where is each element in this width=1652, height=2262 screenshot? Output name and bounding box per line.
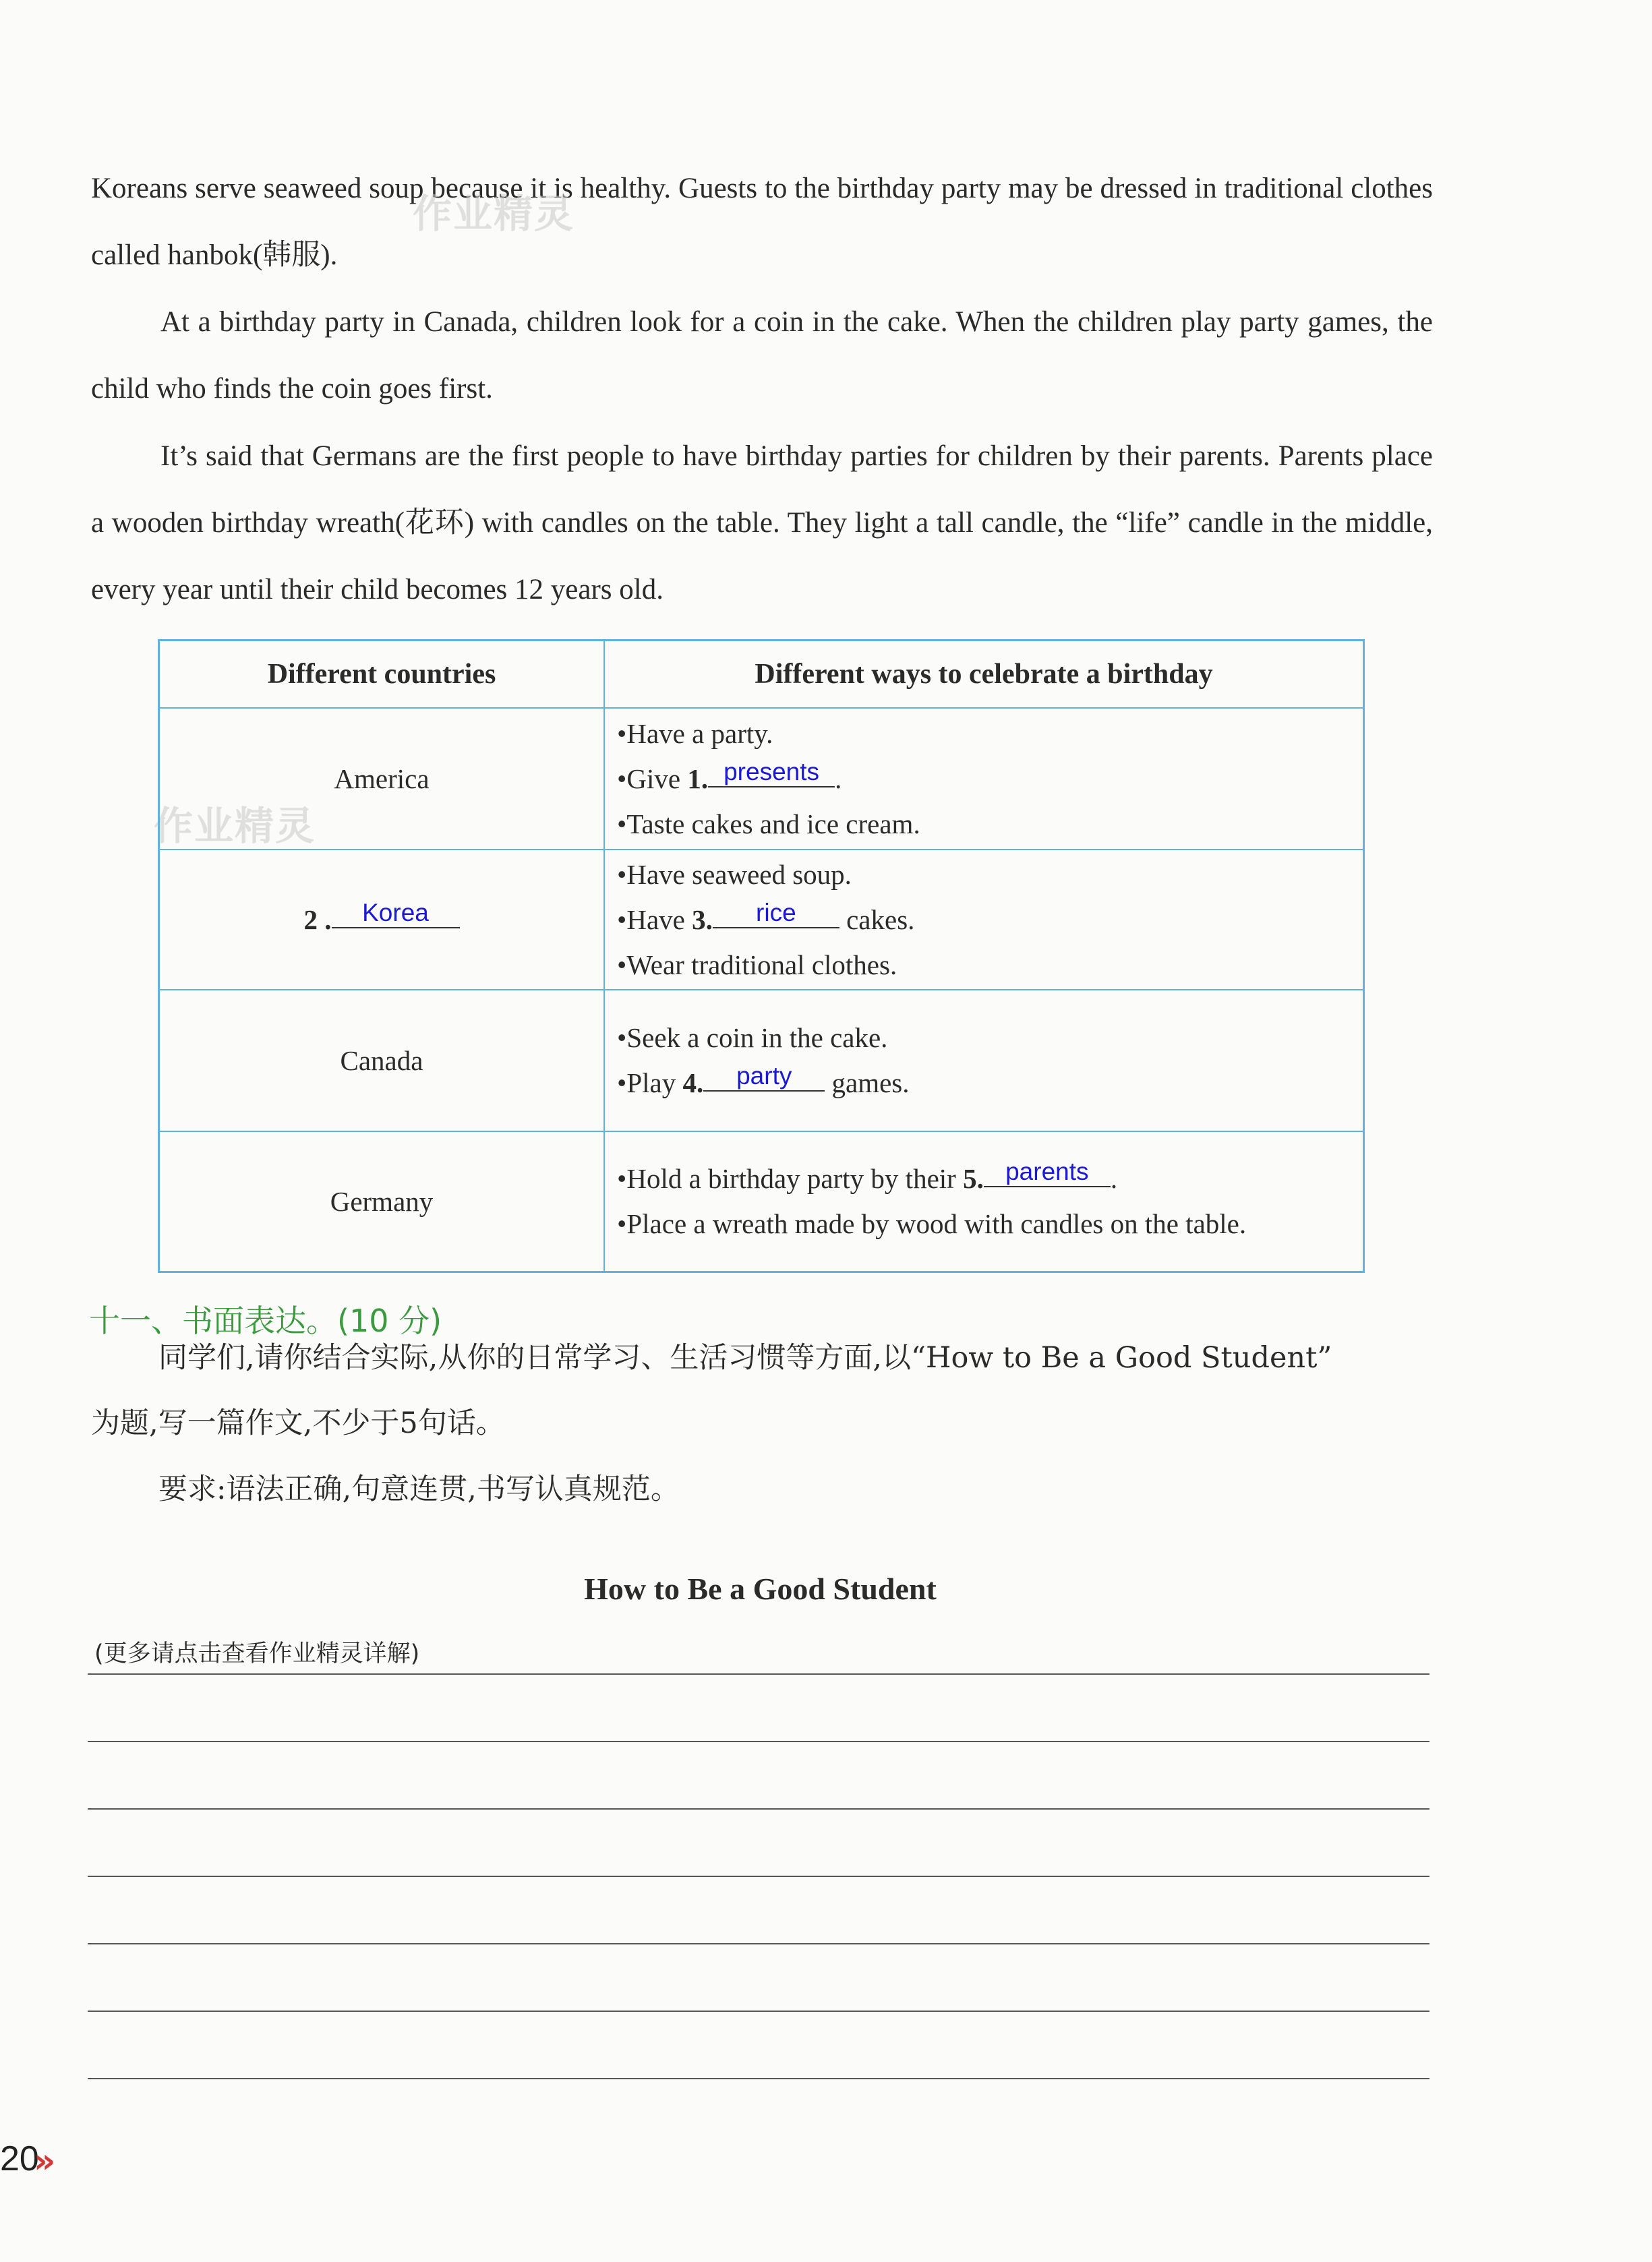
way-line: •Place a wreath made by wood with candles on the table. xyxy=(617,1208,1247,1240)
country-canada: Canada xyxy=(159,990,605,1131)
page-number: 20 xyxy=(0,2139,39,2178)
blank-number-4: 4. xyxy=(682,1067,704,1099)
header-ways: Different ways to celebrate a birthday xyxy=(604,641,1364,709)
answer-blank-5[interactable]: parents xyxy=(984,1158,1111,1187)
birthday-customs-table xyxy=(158,639,1365,1273)
section-heading-writing: 十一、书面表达。(10 分) xyxy=(89,1303,442,1339)
table-row-canada xyxy=(159,990,1364,1131)
answer-blank-1[interactable]: presents xyxy=(708,758,835,787)
ways-america xyxy=(604,708,1364,850)
country-america: America xyxy=(159,708,605,850)
answer-blank-4[interactable]: party xyxy=(703,1062,825,1092)
header-countries: Different countries xyxy=(159,641,605,709)
ways-germany xyxy=(604,1131,1364,1272)
way-line: •Play 4. party games. xyxy=(617,1062,910,1099)
way-line: •Seek a coin in the cake. xyxy=(617,1022,888,1054)
answer-blank-3[interactable]: rice xyxy=(713,899,839,928)
table-row-korea xyxy=(159,850,1364,990)
ways-korea xyxy=(604,850,1364,990)
table-row-america xyxy=(159,708,1364,850)
way-line: •Have 3. rice cakes. xyxy=(617,898,915,935)
passage-paragraph-3: It’s said that Germans are the first people to have birthday parties for children by their parents. Parents place a wooden birthday wreath(花环) with candles on the table. They light a tall candle, the “life” candle in the middle, every year until their child becomes 12 years old. xyxy=(91,440,1433,605)
blank-number-2: 2 . xyxy=(303,903,332,935)
writing-line[interactable] xyxy=(88,1808,1429,1810)
passage-paragraph-2: At a birthday party in Canada, children look for a coin in the cake. When the children play party games, the child who finds the coin goes first. xyxy=(91,306,1433,405)
way-line: •Have seaweed soup. xyxy=(617,858,852,890)
way-line: •Wear traditional clothes. xyxy=(617,949,897,980)
writing-line[interactable] xyxy=(88,1943,1429,1944)
writing-requirement: 要求:语法正确,句意连贯,书写认真规范。 xyxy=(158,1472,680,1506)
watermark-top: 作业精灵 xyxy=(413,191,575,237)
writing-line[interactable] xyxy=(88,1673,1429,1675)
way-line: •Give 1. presents . xyxy=(617,757,842,794)
watermark-table: 作业精灵 xyxy=(154,803,316,849)
writing-line[interactable] xyxy=(88,1876,1429,1877)
table-row-germany xyxy=(159,1131,1364,1272)
essay-title: How to Be a Good Student xyxy=(584,1572,937,1606)
ways-canada xyxy=(604,990,1364,1131)
country-korea xyxy=(159,850,605,990)
more-details-link[interactable]: (更多请点击查看作业精灵详解) xyxy=(94,1640,420,1667)
blank-number-1: 1. xyxy=(687,763,709,794)
writing-instruction-1: 同学们,请你结合实际,从你的日常学习、生活习惯等方面,以“How to Be a Good Student” xyxy=(158,1341,1332,1375)
country-germany: Germany xyxy=(159,1131,605,1272)
writing-instruction-2: 为题,写一篇作文,不少于5句话。 xyxy=(91,1406,505,1440)
passage-paragraph-1: Koreans serve seaweed soup because it is healthy. Guests to the birthday party may be dressed in traditional clothes called hanbok(韩服). xyxy=(91,173,1433,271)
way-line: •Hold a birthday party by their 5. parents . xyxy=(617,1158,1118,1195)
writing-line[interactable] xyxy=(88,1741,1429,1742)
table-header-row xyxy=(159,641,1364,709)
blank-number-5: 5. xyxy=(963,1163,984,1195)
blank-number-3: 3. xyxy=(692,903,713,935)
writing-line[interactable] xyxy=(88,2011,1429,2012)
way-line: •Have a party. xyxy=(617,717,773,749)
chevron-right-icon: » xyxy=(34,2141,56,2180)
writing-line[interactable] xyxy=(88,2078,1429,2079)
way-line: •Taste cakes and ice cream. xyxy=(617,808,920,839)
answer-blank-2[interactable]: Korea xyxy=(332,899,460,928)
